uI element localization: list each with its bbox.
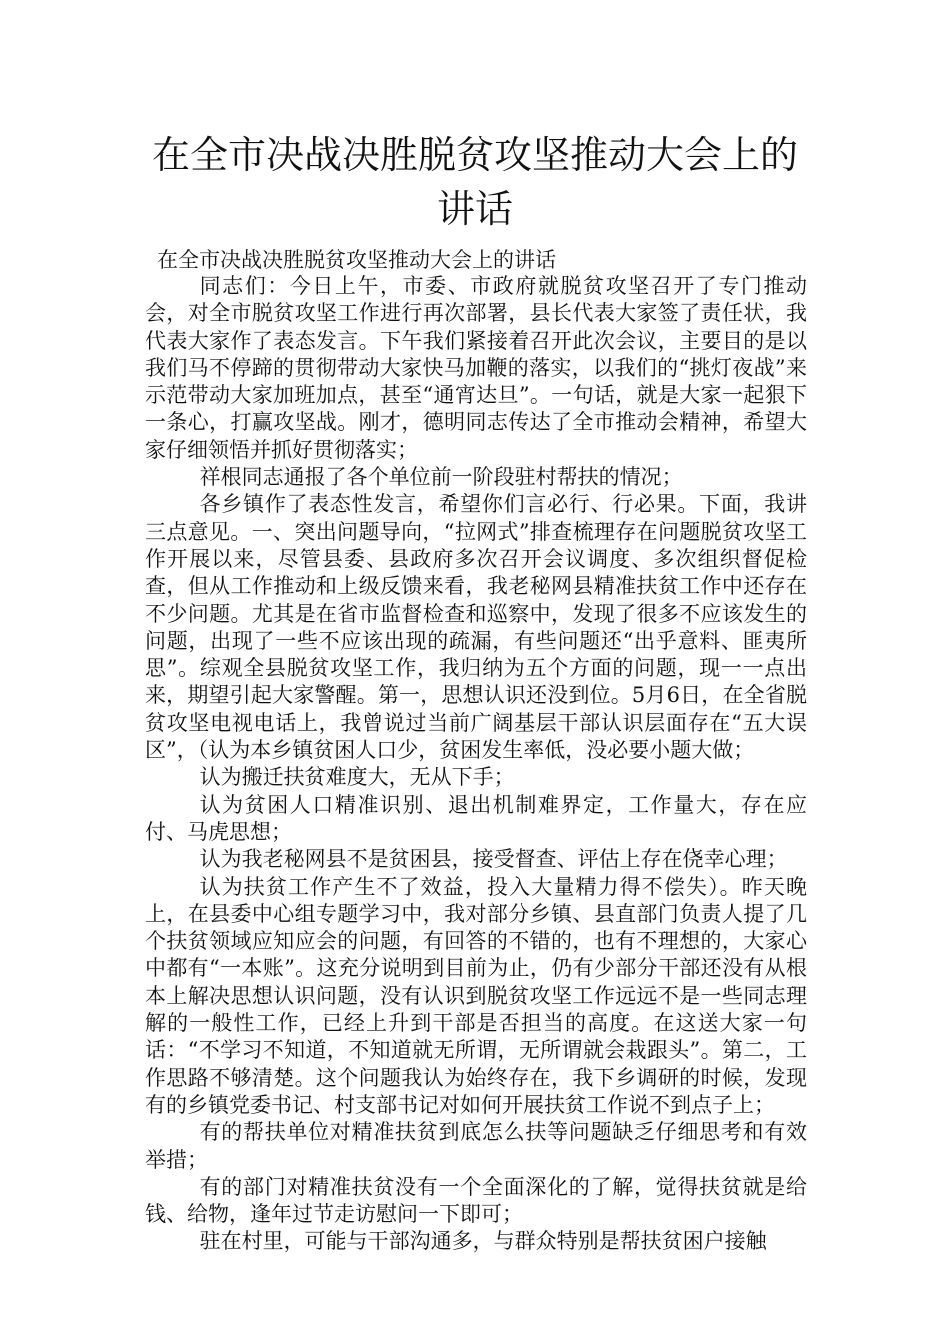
body-paragraph: 认为搬迁扶贫难度大，无从下手； xyxy=(199,765,515,790)
body-paragraph: 认为扶贫工作产生不了效益，投入大量精力得不偿失）。昨天晚上，在县委中心组专题学习中，我对部分乡镇、县直部门负责人提了几个扶贫领域应知应会的问题，有回答的不错的，也有不理想的，大家心中都有“一本账”。这充分说明到目前为止，仍有少部分干部还没有从根本上解决思想认识问题，没有认识到脱贫攻坚工作远远不是一些同志理解的一般性工作，已经上升到干部是否担当的高度。在这送大家一句话：“不学习不知道，不知道就无所谓，无所谓就会栽跟头”。第二，工作思路不够清楚。这个问题我认为始终存在，我下乡调研的时候，发现有的乡镇党委书记、村支部书记对如何开展扶贫工作说不到点子上； xyxy=(145,874,807,1117)
document-subtitle: 在全市决战决胜脱贫攻坚推动大会上的讲话 xyxy=(157,248,556,272)
document-body xyxy=(145,273,807,1256)
body-paragraph: 各乡镇作了表态性发言，希望你们言必行、行必果。下面，我讲三点意见。一、突出问题导向，“拉网式”排查梳理存在问题脱贫攻坚工作开展以来，尽管县委、县政府多次召开会议调度、多次组织督促检查，但从工作推动和上级反馈来看，我老秘网县精准扶贫工作中还存在不少问题。尤其是在省市监督检查和巡察中，发现了很多不应该发生的问题，出现了一些不应该出现的疏漏，有些问题还“出乎意料、匪夷所思”。综观全县脱贫攻坚工作，我归纳为五个方面的问题，现一一点出来，期望引起大家警醒。第一，思想认识还没到位。5月6日，在全省脱贫攻坚电视电话上，我曾说过当前广阔基层干部认识层面存在“五大误区”，（认为本乡镇贫困人口少，贫困发生率低，没必要小题大做； xyxy=(145,492,807,763)
body-paragraph: 祥根同志通报了各个单位前一阶段驻村帮扶的情况； xyxy=(199,465,683,490)
body-paragraph: 有的帮扶单位对精准扶贫到底怎么扶等问题缺乏仔细思考和有效举措； xyxy=(145,1120,807,1172)
body-paragraph: 同志们：今日上午，市委、市政府就脱贫攻坚召开了专门推动会，对全市脱贫攻坚工作进行再次部署，县长代表大家签了责任状，我代表大家作了表态发言。下午我们紧接着召开此次会议，主要目的是以我们马不停蹄的贯彻带动大家快马加鞭的落实，以我们的“挑灯夜战”来示范带动大家加班加点，甚至“通宵达旦”。一句话，就是大家一起狠下一条心，打赢攻坚战。刚才，德明同志传达了全市推动会精神，希望大家仔细领悟并抓好贯彻落实； xyxy=(145,274,807,462)
body-paragraph: 认为我老秘网县不是贫困县，接受督查、评估上存在侥幸心理； xyxy=(199,847,788,872)
body-paragraph: 有的部门对精准扶贫没有一个全面深化的了解，觉得扶贫就是给钱、给物，逢年过节走访慰问一下即可； xyxy=(145,1174,807,1227)
body-paragraph: 认为贫困人口精准识别、退出机制难界定，工作量大，存在应付、马虎思想； xyxy=(145,792,807,844)
document-title: 在全市决战决胜脱贫攻坚推动大会上的讲话 xyxy=(151,133,798,231)
body-paragraph: 驻在村里，可能与干部沟通多，与群众特别是帮扶贫困户接触 xyxy=(199,1229,767,1254)
